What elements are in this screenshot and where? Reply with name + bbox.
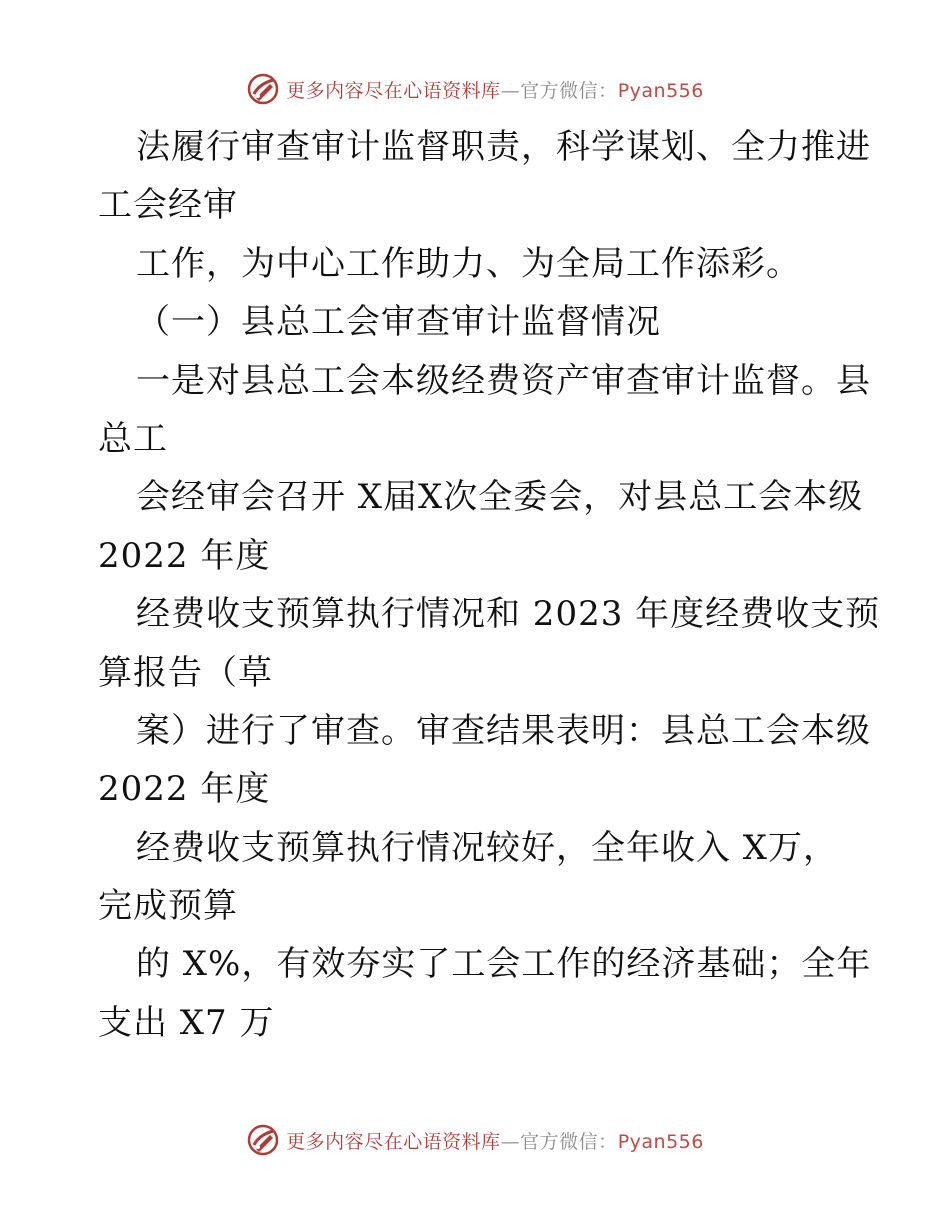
header-wechat-handle: Pyan556 <box>617 79 704 102</box>
text-line: 2022 年度 <box>98 769 271 810</box>
document-body <box>98 118 881 1052</box>
text-line: 算报告（草 <box>98 652 273 693</box>
footer-wechat-handle: Pyan556 <box>617 1130 704 1153</box>
text-line: 经费收支预算执行情况较好，全年收入 X万， <box>136 827 839 868</box>
text-line: 工会经审 <box>98 185 238 226</box>
text-line: 的 X%，有效夯实了工会工作的经济基础；全年 <box>136 944 872 985</box>
footer-banner-text <box>286 1127 704 1154</box>
footer-wechat-label: 官方微信： <box>520 1130 618 1153</box>
text-line: 法履行审查审计监督职责，科学谋划、全力推进 <box>136 127 871 167</box>
pen-logo-icon <box>246 72 280 106</box>
text-line: 工作，为中心工作助力、为全局工作添彩。 <box>136 243 801 284</box>
header-banner <box>0 72 950 106</box>
text-line: 支出 X7 万 <box>98 1002 275 1043</box>
text-line: 会经审会召开 X届X次全委会，对县总工会本级 <box>136 477 864 518</box>
header-brand-text: 更多内容尽在心语资料库 <box>286 79 501 102</box>
header-banner-text <box>286 76 704 103</box>
text-line: 完成预算 <box>98 886 238 927</box>
footer-banner <box>0 1123 950 1157</box>
header-wechat-label: 官方微信： <box>520 79 618 102</box>
text-line: 一是对县总工会本级经费资产审查审计监督。县 <box>136 360 871 401</box>
pen-logo-icon <box>246 1123 280 1157</box>
text-line: 总工 <box>98 418 168 459</box>
footer-brand-text: 更多内容尽在心语资料库 <box>286 1130 501 1153</box>
footer-separator: — <box>500 1130 521 1153</box>
text-line: 2022 年度 <box>98 535 271 576</box>
text-line: 经费收支预算执行情况和 2023 年度经费收支预 <box>136 594 881 635</box>
text-line: 案）进行了审查。审查结果表明：县总工会本级 <box>136 710 871 751</box>
header-separator: — <box>500 79 521 102</box>
text-line: （一）县总工会审查审计监督情况 <box>136 302 661 343</box>
